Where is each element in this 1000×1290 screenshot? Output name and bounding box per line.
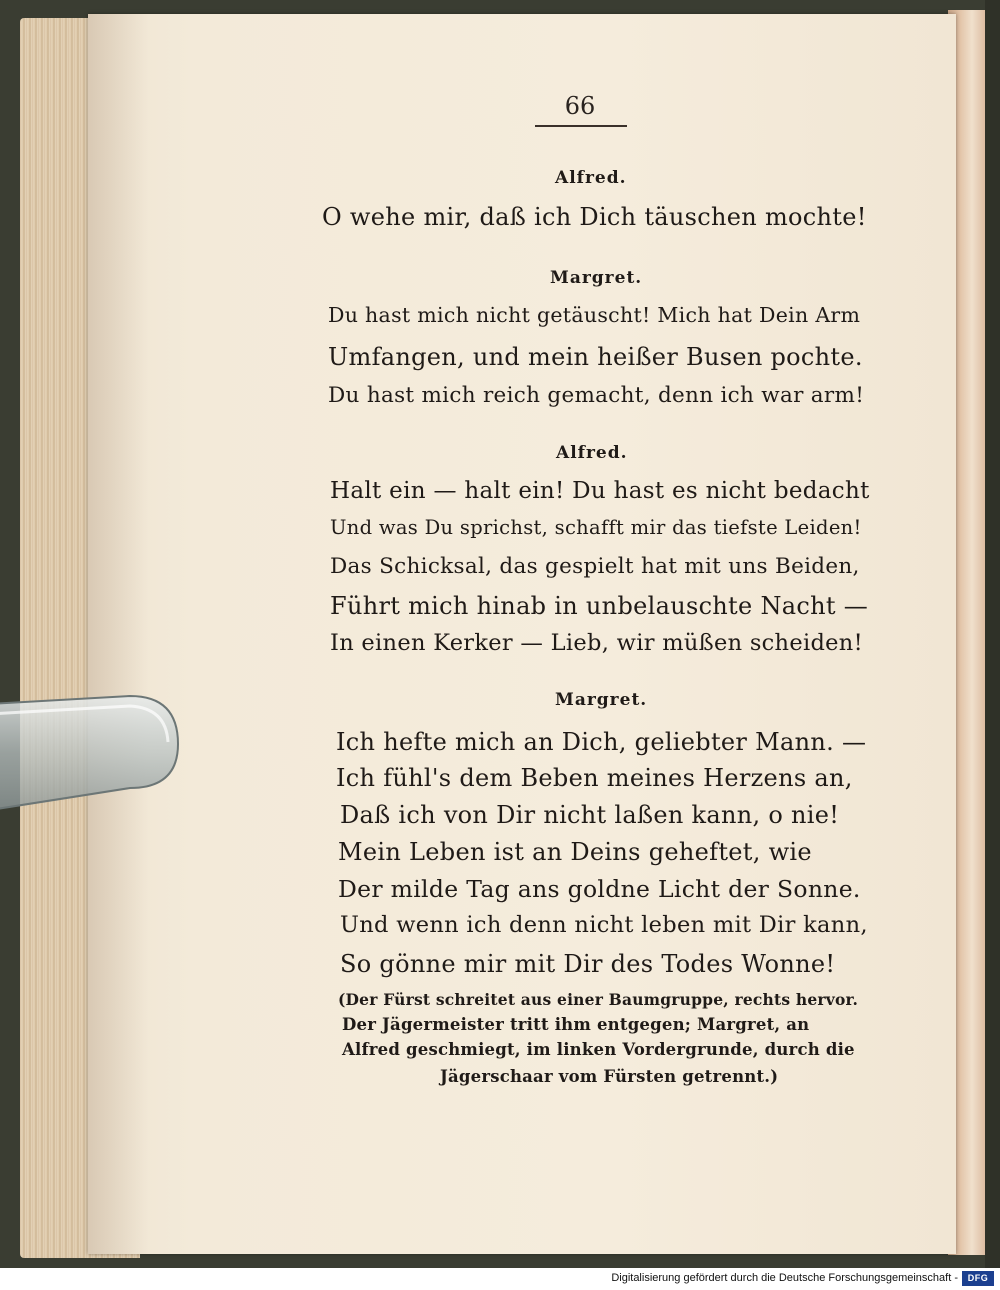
stage-direction-line: Der Jägermeister tritt ihm entgegen; Margret, an [342, 1015, 810, 1034]
verse-line: Daß ich von Dir nicht laßen kann, o nie! [340, 801, 840, 829]
stage-direction-line: Alfred geschmiegt, im linken Vordergrunde, durch die [342, 1040, 855, 1059]
verse-line: Du hast mich nicht getäuscht! Mich hat Dein Arm [328, 303, 861, 327]
verse-line: Ich fühl's dem Beben meines Herzens an, [336, 764, 853, 792]
verse-line: Und was Du sprichst, schafft mir das tiefste Leiden! [330, 516, 862, 539]
footer [0, 1268, 1000, 1290]
verse-line: Umfangen, und mein heißer Busen pochte. [328, 343, 863, 371]
stage-direction-line: (Der Fürst schreitet aus einer Baumgruppe, rechts hervor. [338, 990, 859, 1009]
scan-background-right [985, 0, 1000, 1268]
gutter-shadow [88, 14, 148, 1254]
glass-weight-icon [0, 692, 180, 812]
stage-direction-line: Jägerschaar vom Fürsten getrennt.) [440, 1067, 779, 1086]
speaker-name: Alfred. [555, 168, 627, 188]
verse-line: Das Schicksal, das gespielt hat mit uns Beiden, [330, 554, 860, 579]
speaker-name: Alfred. [556, 443, 628, 463]
verse-line: Mein Leben ist an Deins geheftet, wie [338, 838, 812, 866]
verse-line: In einen Kerker — Lieb, wir müßen scheiden! [330, 630, 863, 656]
verse-line: Halt ein — halt ein! Du hast es nicht bedacht [330, 478, 870, 504]
dfg-logo: DFG [962, 1271, 994, 1286]
verse-line: So gönne mir mit Dir des Todes Wonne! [340, 950, 836, 978]
speaker-name: Margret. [550, 268, 643, 288]
verse-line: Und wenn ich denn nicht leben mit Dir kann, [340, 912, 868, 938]
verse-line: Der milde Tag ans goldne Licht der Sonne. [338, 875, 861, 903]
verse-line: Ich hefte mich an Dich, geliebter Mann. — [336, 728, 867, 756]
verse-line: O wehe mir, daß ich Dich täuschen mochte! [322, 203, 867, 231]
speaker-name: Margret. [555, 690, 648, 710]
page-number-rule [535, 125, 627, 127]
verse-line: Du hast mich reich gemacht, denn ich war arm! [328, 383, 865, 408]
footer-credit: Digitalisierung gefördert durch die Deutsche Forschungsgemeinschaft - [611, 1272, 958, 1284]
page-number: 66 [564, 92, 596, 120]
verse-line: Führt mich hinab in unbelauschte Nacht — [330, 592, 869, 620]
